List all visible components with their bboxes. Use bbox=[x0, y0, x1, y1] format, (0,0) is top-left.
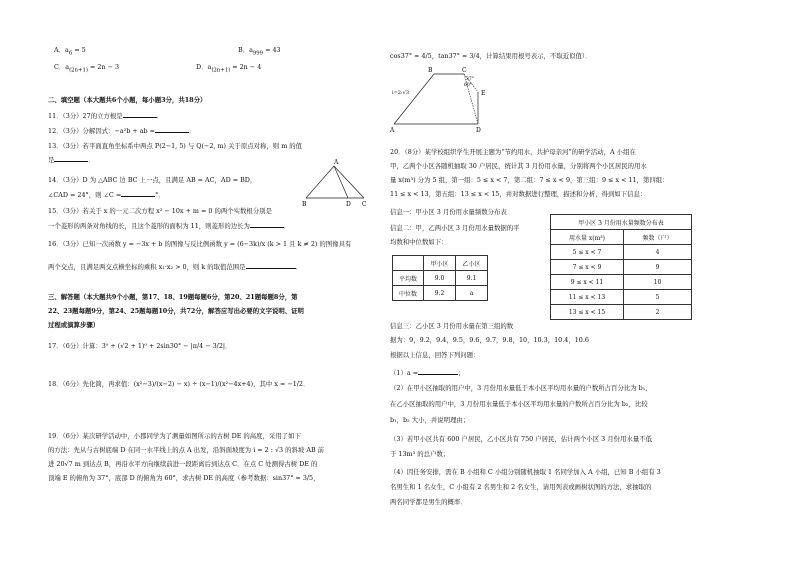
info-2-line1: 信息二：甲，乙两小区 3 月份用水量数据的平 bbox=[390, 224, 520, 232]
slope-figure bbox=[390, 62, 500, 132]
table-cell: 中位数 bbox=[393, 286, 424, 301]
q20-line2: 甲，乙两个小区各随机抽取 30 户居民，统计其 3 月份用水量，分别将两个小区居民的用水 bbox=[390, 162, 647, 170]
part-2-line2: 在乙小区抽取的用户中，3 月份用水量低于本小区平均用水量的户数所占百分比为 b₂，比较 bbox=[390, 400, 648, 408]
slope-label: i=2:√3 bbox=[392, 90, 410, 96]
q14-line1: 14．（3分）D 为 △ABC 边 BC 上一点，且满足 AB = AC，AD = BD， bbox=[48, 176, 257, 184]
angle-60-label: 60° bbox=[464, 83, 472, 88]
label-e: E bbox=[481, 90, 486, 97]
q13-line1: 13．（3分）若平面直角坐标系中两点 P(2−1, 5) 与 Q(−2, m) 关于原点对称，则 m 的值 bbox=[48, 142, 303, 150]
q20-line1: 20．（8分）某学校组织学生开展主题为“节约用水，共护母亲河”的研学活动，A 小组在 bbox=[390, 148, 636, 156]
table-row bbox=[551, 290, 692, 305]
q16-line1: 16．（3分）已知一次函数 y = −3x + b 的图像与反比例函数 y = (6−3k)/x (k > 1 且 k ≠ 2) 的图像具有 bbox=[48, 240, 352, 248]
q15-line2: 一个菱形的两条对角线的长，且这个菱形的面积为 11，则菱形的边长为 ． bbox=[48, 222, 291, 230]
answer-blank bbox=[418, 368, 458, 375]
part-3-line2: 于 13m³ 的总户数； bbox=[390, 450, 450, 458]
table-cell: 7 ≤ x < 9 bbox=[551, 260, 624, 275]
label-c: C bbox=[362, 201, 367, 208]
table-header: 频数（户） bbox=[624, 230, 692, 245]
stats-table bbox=[392, 255, 488, 301]
choice-a: A．$a_6 = 5$ bbox=[54, 46, 86, 57]
part-3-line1: （3）若甲小区共有 600 户居民，乙小区共有 750 户居民，估计两个小区 3 月份用水量不低 bbox=[390, 435, 652, 443]
table-cell: 5 ≤ x < 7 bbox=[551, 245, 624, 260]
table-cell: 9.1 bbox=[456, 271, 488, 286]
label-d: D bbox=[476, 127, 481, 132]
table-cell: 9 bbox=[624, 260, 692, 275]
label-c: C bbox=[462, 67, 467, 74]
info-3-line2: 据为：9，9.2，9.4，9.5，9.6，9.7，9.8，10，10.3，10.4，10.6 bbox=[390, 336, 589, 344]
table-cell bbox=[393, 256, 424, 271]
answer-blank bbox=[250, 221, 284, 228]
table-cell: a bbox=[456, 286, 488, 301]
info-3-line1: 信息三：乙小区 3 月份用水量在第三组的数 bbox=[390, 322, 514, 330]
label-a: A bbox=[334, 159, 339, 166]
part-2-line3: b₁，b₂ 大小，并说明理由； bbox=[390, 416, 470, 424]
table-cell: 甲小区 bbox=[424, 256, 456, 271]
q14-line2: ∠CAD = 24°，则 ∠C = °． bbox=[48, 191, 165, 199]
q15-line1: 15．（3分）若关于 x 的一元二次方程 x² − 10x + m = 0 的两个实数根分别是 bbox=[48, 207, 272, 215]
table-cell: 2 bbox=[624, 305, 692, 320]
table-row bbox=[393, 256, 488, 271]
table-row bbox=[551, 275, 692, 290]
q20-line3: 量 x(m³) 分为 5 组，第一组：5 ≤ x < 7，第二组：7 ≤ x < 9，第三组：9 ≤ x < 11，第四组： bbox=[390, 176, 669, 184]
table-row bbox=[551, 305, 692, 320]
table-row bbox=[551, 230, 692, 245]
q13-line2: 是 ． bbox=[48, 156, 95, 164]
label-b: B bbox=[428, 67, 433, 74]
table-cell: 5 bbox=[624, 290, 692, 305]
table-cell: 13 ≤ x < 15 bbox=[551, 305, 624, 320]
section2-title: 二、填空题（本大题共6个小题，每小题3分，共18分） bbox=[48, 96, 207, 104]
choice-b: B．$a_{999} = 43$ bbox=[238, 46, 281, 57]
table-row bbox=[393, 271, 488, 286]
table-row bbox=[551, 215, 692, 230]
table-row bbox=[551, 260, 692, 275]
answer-blank bbox=[123, 111, 157, 118]
table-cell: 9 ≤ x < 11 bbox=[551, 275, 624, 290]
table-cell: 4 bbox=[624, 245, 692, 260]
part-4-line1: （4）因任务安排，需在 B 小组和 C 小组分别随机抽取 1 名同学加入 A 小组，已知 B 小组有 3 bbox=[390, 468, 661, 476]
q19-line2: 的方法：先从与古树底端 D 在同一水平线上的点 A 出发，沿斜面坡度为 i = 2 : √3 的斜坡 AB 前 bbox=[48, 446, 325, 454]
table-cell: 9.0 bbox=[424, 271, 456, 286]
choice-c: C．$a_{(2n+1)} = 2n - 3$ bbox=[54, 63, 120, 74]
table-row bbox=[393, 286, 488, 301]
label-d: D bbox=[346, 201, 351, 208]
part-2-line1: （2）在甲小区抽取的用户中，3 月份用水量低于本小区平均用水量的户数所占百分比为 b₁， bbox=[390, 384, 652, 392]
q19-continued: cos37° ≈ 4/5，tan37° ≈ 3/4，计算结果用根号表示，不取近似值）． bbox=[390, 52, 592, 60]
label-b: B bbox=[302, 201, 307, 208]
choice-d: D．$a_{(2n+1)} = 2n - 4$ bbox=[196, 63, 262, 74]
table-cell: 10 bbox=[624, 275, 692, 290]
section3-title-1: 三、解答题（本大题共9个小题，第17、18、19题每题6分，第20、21题每题8分，第 bbox=[48, 293, 298, 301]
q19-line4: 顶端 E 的俯角为 37°，底部 D 的俯角为 60°，求古树 DE 的高度（参考数据：sin37° ≈ 3/5， bbox=[48, 474, 320, 482]
part-4-line3: 两名同学都是男生的概率． bbox=[390, 498, 467, 506]
part-1: （1）a = ； bbox=[390, 369, 465, 377]
frequency-table bbox=[550, 214, 692, 320]
q20-line4: 11 ≤ x < 13，第五组：13 ≤ x < 15，并对数据进行整理，描述和分析，得到如下信息： bbox=[390, 190, 647, 198]
table-title: 甲小区 3 月份用水量频数分布表 bbox=[551, 215, 692, 230]
table-cell: 乙小区 bbox=[456, 256, 488, 271]
info-1: 信息一：甲小区 3 月份用水量频数分布表 bbox=[390, 208, 507, 216]
part-4-line2: 名男生和 1 名女生，C 小组有 2 名男生和 2 名女生，请用列表或画树状图的方法，求抽取的 bbox=[390, 483, 652, 491]
answer-blank bbox=[246, 262, 296, 269]
label-a: A bbox=[390, 127, 395, 132]
follow-text: 根据以上信息，回答下列问题： bbox=[390, 351, 480, 359]
table-row bbox=[551, 245, 692, 260]
angle-37-label: 37° bbox=[466, 77, 474, 82]
table-header: 用水量 x(m³) bbox=[551, 230, 624, 245]
answer-blank bbox=[54, 155, 88, 162]
table-cell: 9.2 bbox=[424, 286, 456, 301]
section3-title-3: 过程或演算步骤） bbox=[48, 321, 100, 329]
section3-title-2: 22、23题每题9分，第24、25题每题10分，共72分，解答应写出必要的文字说明、证明 bbox=[48, 307, 304, 315]
table-cell: 11 ≤ x < 13 bbox=[551, 290, 624, 305]
q17: 17．（6分）计算：3⁰ + (√2 + 1)⁰ + 2sin30° − |π/4 − 3/2|． bbox=[48, 342, 232, 350]
answer-blank bbox=[155, 126, 189, 133]
table-cell: 平均数 bbox=[393, 271, 424, 286]
triangle-figure bbox=[302, 158, 370, 210]
q11: 11．（3分）27的立方根是 ． bbox=[48, 112, 164, 120]
q18: 18．（6分）先化简，再求值：(x²−3)/(x−2) − x) ÷ (x−1)/(x²−4x+4)，其中 x = −1/2． bbox=[48, 380, 310, 388]
q16-line2: 两个交点，且满足两交点横坐标的乘积 x₁·x₂ > 0，则 k 的取值范围是 ． bbox=[48, 263, 302, 271]
q19-line1: 19．（6分）某次研学活动中，小郡同学为了测量如图所示的古树 DE 的高度，采用了如下 bbox=[48, 432, 301, 440]
q12: 12．（3分）分解因式：−a²b + ab = ． bbox=[48, 127, 196, 135]
q19-line3: 进 20√7 m 到达点 B，再沿水平方向继续前进一段距离后到达点 C．在点 C 处测得古树 DE 的 bbox=[48, 460, 318, 468]
info-2-line2: 均数和中位数如下： bbox=[390, 238, 448, 246]
answer-blank bbox=[121, 190, 155, 197]
